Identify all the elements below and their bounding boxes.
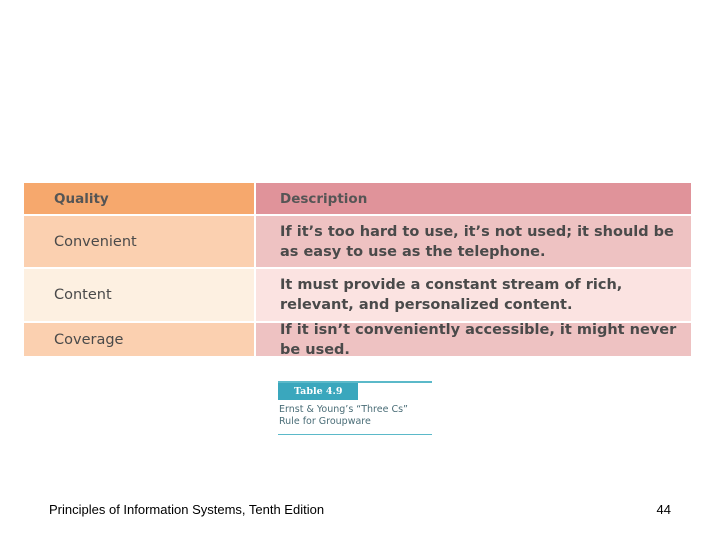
caption-title: Ernst & Young’s “Three Cs” Rule for Groupware: [279, 404, 408, 427]
footer-page-number: 44: [656, 502, 671, 517]
three-cs-table: [24, 183, 691, 356]
table-row-quality: Coverage: [24, 323, 254, 356]
caption-bottom-rule: [278, 434, 432, 435]
table-row-description: If it’s too hard to use, it’s not used; it should be as easy to use as the telephone.: [256, 216, 691, 267]
table-header-quality: Quality: [24, 183, 254, 214]
table-row-quality: Convenient: [24, 216, 254, 267]
table-header-description: Description: [256, 183, 691, 214]
table-row-quality: Content: [24, 269, 254, 321]
table-row-description: If it isn’t conveniently accessible, it might never be used.: [256, 323, 691, 356]
table-caption: [278, 381, 432, 436]
footer-book-title: Principles of Information Systems, Tenth Edition: [49, 502, 325, 517]
table-row-description: It must provide a constant stream of rich, relevant, and personalized content.: [256, 269, 691, 321]
caption-table-number: Table 4.9: [278, 383, 358, 400]
